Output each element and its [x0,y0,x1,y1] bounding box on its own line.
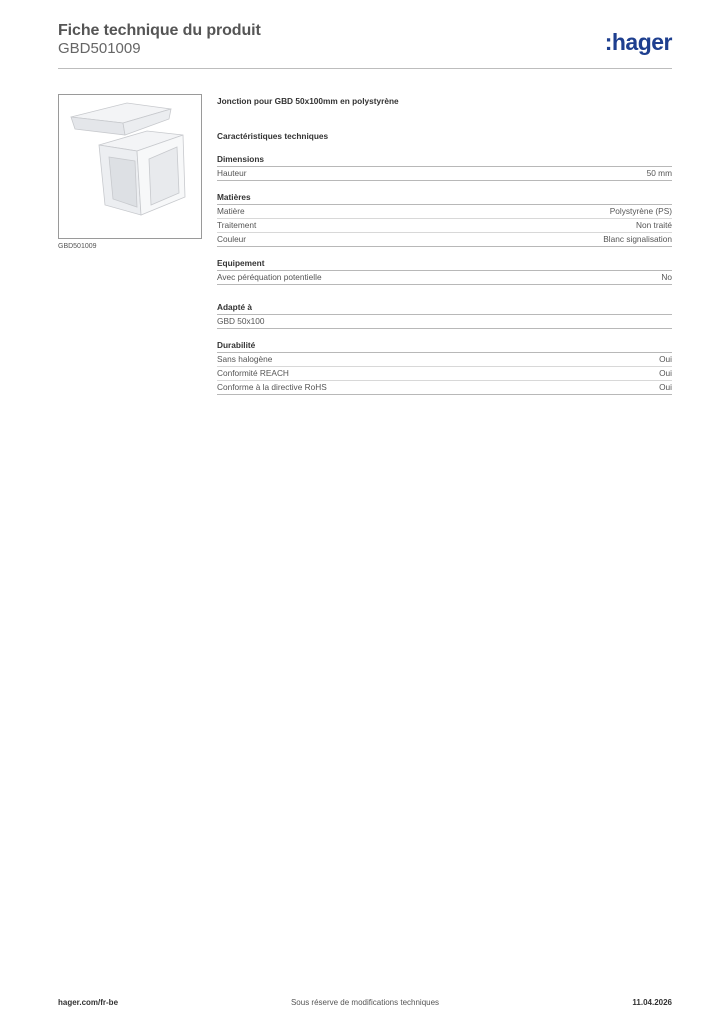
spec-label: Avec péréquation potentielle [217,272,322,282]
spec-value: Oui [659,382,672,392]
spec-value: Non traité [636,220,672,230]
section-title: Equipement [217,258,672,271]
spec-row [217,233,672,247]
footer-website-link[interactable]: hager.com/fr-be [58,998,119,1007]
spec-content [217,96,672,395]
section-title: Matières [217,192,672,205]
section-title: Dimensions [217,154,672,167]
spec-row [217,205,672,219]
spec-label: Conforme à la directive RoHS [217,382,327,392]
footer-date: 11.04.2026 [632,998,672,1007]
spec-value: Oui [659,354,672,364]
spec-row [217,167,672,181]
page-title: Fiche technique du produit [58,22,261,39]
spec-row [217,315,672,329]
product-reference: GBD501009 [58,40,141,57]
image-caption: GBD501009 [58,243,97,250]
section-suitable-for [217,302,672,329]
spec-label: GBD 50x100 [217,316,265,326]
spec-row [217,381,672,395]
page-footer [58,998,672,1010]
section-materials [217,192,672,247]
spec-label: Sans halogène [217,354,273,364]
spec-value: Oui [659,368,672,378]
spec-row [217,271,672,285]
section-title: Adapté à [217,302,672,315]
product-image [58,94,202,239]
section-durability [217,340,672,395]
section-title: Durabilité [217,340,672,353]
section-dimensions [217,154,672,181]
spec-label: Couleur [217,234,247,244]
product-description: Jonction pour GBD 50x100mm en polystyrène [217,96,399,106]
header-divider [58,68,672,69]
hager-logo: :hager [604,29,672,55]
tech-characteristics-title: Caractéristiques techniques [217,131,329,141]
spec-row [217,353,672,367]
spec-label: Traitement [217,220,257,230]
spec-label: Hauteur [217,168,247,178]
spec-label: Conformité REACH [217,368,289,378]
spec-value: 50 mm [646,168,672,178]
spec-value: Blanc signalisation [603,234,672,244]
footer-notice: Sous réserve de modifications techniques [290,998,440,1007]
spec-value: No [661,272,672,282]
page-header [58,22,672,70]
spec-row [217,219,672,233]
spec-label: Matière [217,206,245,216]
product-drawing [59,95,201,238]
spec-row [217,367,672,381]
spec-value: Polystyrène (PS) [609,206,672,216]
section-equipment [217,258,672,285]
